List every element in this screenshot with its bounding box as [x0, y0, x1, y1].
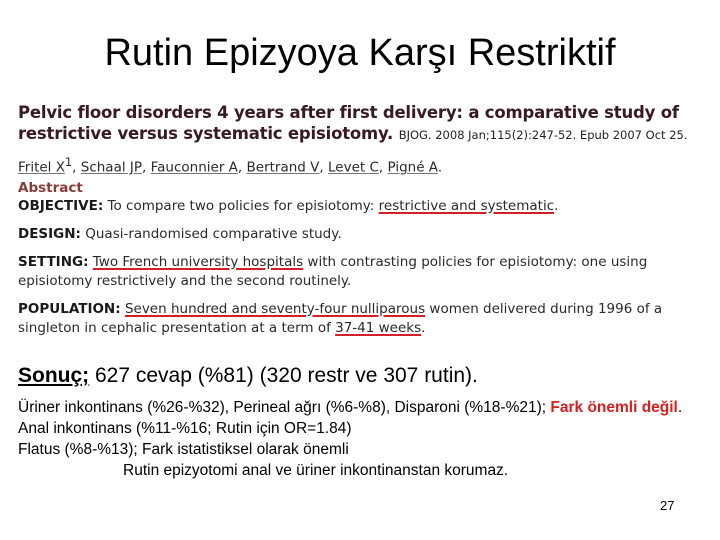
- design-paragraph: [18, 225, 708, 244]
- paper-title: [18, 102, 708, 146]
- results-section: [18, 363, 708, 481]
- urinary-result-line: [18, 397, 708, 418]
- objective-end: .: [554, 197, 559, 214]
- sonuc-label: Sonuç;: [18, 364, 90, 387]
- population-end: .: [421, 319, 426, 336]
- abstract-screenshot: [18, 102, 708, 338]
- author-link[interactable]: Pigné A: [387, 159, 438, 176]
- abstract-heading: Abstract: [18, 179, 83, 196]
- population-label: POPULATION:: [18, 300, 121, 317]
- author-list: Fritel $X^1$, Schaal JP, Fauconnier A, Bertrand V, Levet C, Pigné A.: [18, 156, 443, 176]
- page-number: 27: [660, 498, 675, 513]
- paper-title-line1: Pelvic floor disorders 4 years after first delivery: a comparative study of: [18, 103, 679, 122]
- author-link[interactable]: Levet C: [327, 159, 379, 176]
- population-paragraph: [18, 300, 708, 338]
- setting-text: with contrasting policies for episiotomy: one using episiotomy restrictively and the second routinely.: [18, 253, 648, 289]
- author-link[interactable]: Schaal JP: [80, 159, 143, 176]
- setting-label: SETTING:: [18, 253, 89, 270]
- objective-paragraph: [18, 197, 708, 216]
- setting-paragraph: [18, 253, 708, 291]
- urinary-result-end: .: [677, 399, 683, 416]
- population-text: women delivered during 1996 of a singleton in cephalic presentation at a term of: [18, 300, 663, 336]
- design-text: Quasi-randomised comparative study.: [85, 225, 342, 242]
- sonuc-text: 627 cevap (%81) (320 restr ve 307 rutin).: [89, 364, 478, 387]
- anal-result-line: Anal inkontinans (%11-%16; Rutin için OR=1.84): [18, 420, 352, 437]
- population-term-highlight: 37-41 weeks: [335, 319, 422, 336]
- slide-title: Rutin Epizyoya Karşı Restriktif: [104, 32, 616, 74]
- objective-highlight: restrictive and systematic: [378, 197, 555, 214]
- sonuc-line: [18, 363, 708, 389]
- objective-text: To compare two policies for episiotomy:: [107, 197, 379, 214]
- flatus-result-line: Flatus (%8-%13); Fark istatistiksel olarak önemli: [18, 441, 349, 458]
- urinary-result-text: Üriner inkontinans (%26-%32), Perineal ağrı (%6-%8), Disparoni (%18-%21);: [18, 399, 551, 416]
- author-link[interactable]: Bertrand V: [246, 159, 320, 176]
- objective-label: OBJECTIVE:: [18, 197, 104, 214]
- author-link[interactable]: Fritel X: [18, 159, 65, 176]
- author-link[interactable]: Fauconnier A: [150, 159, 238, 176]
- conclusion-line: Rutin epizyotomi anal ve üriner inkontinanstan korumaz.: [123, 462, 509, 479]
- no-difference-note: Fark önemli değil: [550, 399, 678, 416]
- citation: BJOG. 2008 Jan;115(2):247-52. Epub 2007 Oct 25.: [398, 128, 688, 142]
- population-highlight: Seven hundred and seventy-four nulliparous: [124, 300, 426, 317]
- author-affiliation-marker: 1: [64, 156, 73, 169]
- paper-title-line2: restrictive versus systematic episiotomy.: [18, 124, 394, 143]
- setting-highlight: Two French university hospitals: [92, 253, 304, 270]
- design-label: DESIGN:: [18, 225, 81, 242]
